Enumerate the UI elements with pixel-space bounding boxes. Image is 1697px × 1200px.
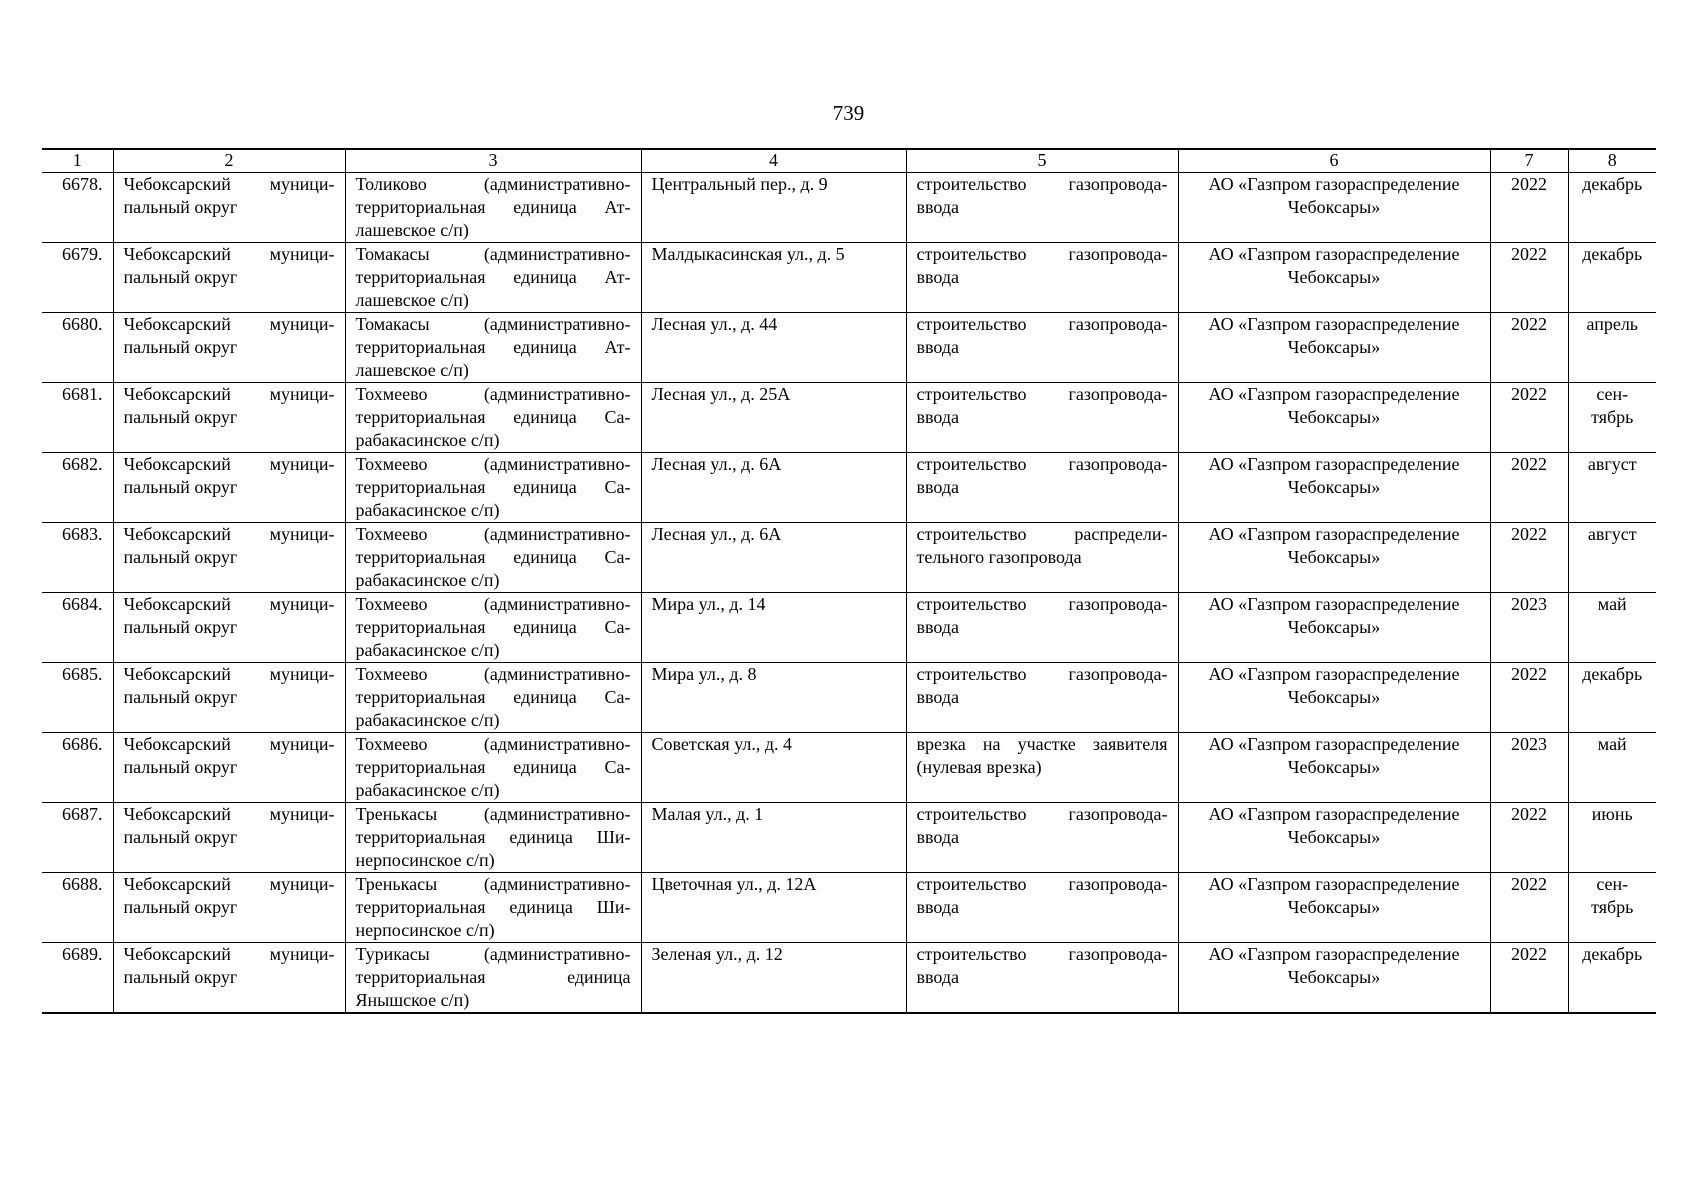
district-cell: Чебоксарский муници-пальный округ	[113, 873, 345, 943]
table-row	[42, 943, 1656, 1014]
organization-cell: АО «Газпром газораспределение Чебоксары»	[1178, 313, 1490, 383]
row-number: 6684.	[42, 593, 113, 663]
settlement-cell: Тренькасы (административно-территориальная единица Ши-нерпосинское с/п)	[345, 873, 641, 943]
table-row	[42, 593, 1656, 663]
address-cell: Лесная ул., д. 44	[641, 313, 906, 383]
page-number: 739	[832, 101, 865, 125]
table-row	[42, 733, 1656, 803]
address-cell: Центральный пер., д. 9	[641, 173, 906, 243]
settlement-cell: Тохмеево (административно-территориальная единица Са-рабакасинское с/п)	[345, 593, 641, 663]
settlement-cell: Толиково (административно-территориальная единица Ат-лашевское с/п)	[345, 173, 641, 243]
organization-cell: АО «Газпром газораспределение Чебоксары»	[1178, 243, 1490, 313]
row-number: 6683.	[42, 523, 113, 593]
work-type-cell: строительство газопровода-ввода	[906, 803, 1178, 873]
header-row	[42, 149, 1656, 173]
settlement-cell: Тохмеево (административно-территориальная единица Са-рабакасинское с/п)	[345, 383, 641, 453]
organization-cell: АО «Газпром газораспределение Чебоксары»	[1178, 803, 1490, 873]
column-header-1: 1	[42, 149, 113, 173]
row-number: 6679.	[42, 243, 113, 313]
work-type-cell: строительство газопровода-ввода	[906, 943, 1178, 1014]
column-header-8: 8	[1568, 149, 1656, 173]
year-cell: 2023	[1490, 593, 1568, 663]
work-type-cell: строительство газопровода-ввода	[906, 313, 1178, 383]
row-number: 6681.	[42, 383, 113, 453]
table-body	[42, 149, 1656, 1013]
table-row	[42, 383, 1656, 453]
month-cell: декабрь	[1568, 663, 1656, 733]
month-cell: май	[1568, 593, 1656, 663]
address-cell: Малая ул., д. 1	[641, 803, 906, 873]
district-cell: Чебоксарский муници-пальный округ	[113, 313, 345, 383]
work-type-cell: строительство газопровода-ввода	[906, 873, 1178, 943]
column-header-5: 5	[906, 149, 1178, 173]
settlement-cell: Турикасы (административно-территориальная единица Янышское с/п)	[345, 943, 641, 1014]
column-header-3: 3	[345, 149, 641, 173]
address-cell: Зеленая ул., д. 12	[641, 943, 906, 1014]
year-cell: 2022	[1490, 173, 1568, 243]
table-row	[42, 313, 1656, 383]
column-header-2: 2	[113, 149, 345, 173]
organization-cell: АО «Газпром газораспределение Чебоксары»	[1178, 943, 1490, 1014]
settlement-cell: Тохмеево (административно-территориальная единица Са-рабакасинское с/п)	[345, 453, 641, 523]
organization-cell: АО «Газпром газораспределение Чебоксары»	[1178, 593, 1490, 663]
settlement-cell: Тохмеево (административно-территориальная единица Са-рабакасинское с/п)	[345, 663, 641, 733]
settlement-cell: Томакасы (административно-территориальная единица Ат-лашевское с/п)	[345, 313, 641, 383]
table-row	[42, 453, 1656, 523]
row-number: 6678.	[42, 173, 113, 243]
organization-cell: АО «Газпром газораспределение Чебоксары»	[1178, 663, 1490, 733]
year-cell: 2022	[1490, 803, 1568, 873]
month-cell: июнь	[1568, 803, 1656, 873]
month-cell: декабрь	[1568, 943, 1656, 1014]
row-number: 6685.	[42, 663, 113, 733]
address-cell: Лесная ул., д. 25А	[641, 383, 906, 453]
address-cell: Лесная ул., д. 6А	[641, 523, 906, 593]
row-number: 6680.	[42, 313, 113, 383]
address-cell: Советская ул., д. 4	[641, 733, 906, 803]
gasification-table	[42, 148, 1656, 1014]
work-type-cell: строительство газопровода-ввода	[906, 663, 1178, 733]
address-cell: Мира ул., д. 8	[641, 663, 906, 733]
work-type-cell: строительство газопровода-ввода	[906, 593, 1178, 663]
organization-cell: АО «Газпром газораспределение Чебоксары»	[1178, 873, 1490, 943]
month-cell: декабрь	[1568, 173, 1656, 243]
year-cell: 2022	[1490, 523, 1568, 593]
year-cell: 2022	[1490, 943, 1568, 1014]
row-number: 6687.	[42, 803, 113, 873]
column-header-4: 4	[641, 149, 906, 173]
district-cell: Чебоксарский муници-пальный округ	[113, 383, 345, 453]
row-number: 6688.	[42, 873, 113, 943]
table-row	[42, 803, 1656, 873]
district-cell: Чебоксарский муници-пальный округ	[113, 173, 345, 243]
row-number: 6686.	[42, 733, 113, 803]
work-type-cell: строительство распредели-тельного газопровода	[906, 523, 1178, 593]
month-cell: май	[1568, 733, 1656, 803]
organization-cell: АО «Газпром газораспределение Чебоксары»	[1178, 733, 1490, 803]
row-number: 6682.	[42, 453, 113, 523]
year-cell: 2022	[1490, 663, 1568, 733]
month-cell: декабрь	[1568, 243, 1656, 313]
month-cell: сен-тябрь	[1568, 383, 1656, 453]
row-number: 6689.	[42, 943, 113, 1014]
work-type-cell: строительство газопровода-ввода	[906, 173, 1178, 243]
district-cell: Чебоксарский муници-пальный округ	[113, 593, 345, 663]
work-type-cell: строительство газопровода-ввода	[906, 453, 1178, 523]
address-cell: Цветочная ул., д. 12А	[641, 873, 906, 943]
address-cell: Лесная ул., д. 6А	[641, 453, 906, 523]
organization-cell: АО «Газпром газораспределение Чебоксары»	[1178, 173, 1490, 243]
district-cell: Чебоксарский муници-пальный округ	[113, 243, 345, 313]
work-type-cell: врезка на участке заявителя (нулевая врезка)	[906, 733, 1178, 803]
district-cell: Чебоксарский муници-пальный округ	[113, 453, 345, 523]
table-row	[42, 173, 1656, 243]
district-cell: Чебоксарский муници-пальный округ	[113, 803, 345, 873]
district-cell: Чебоксарский муници-пальный округ	[113, 943, 345, 1014]
column-header-6: 6	[1178, 149, 1490, 173]
settlement-cell: Тренькасы (административно-территориальная единица Ши-нерпосинское с/п)	[345, 803, 641, 873]
settlement-cell: Тохмеево (административно-территориальная единица Са-рабакасинское с/п)	[345, 523, 641, 593]
month-cell: август	[1568, 523, 1656, 593]
year-cell: 2022	[1490, 243, 1568, 313]
year-cell: 2022	[1490, 383, 1568, 453]
district-cell: Чебоксарский муници-пальный округ	[113, 733, 345, 803]
district-cell: Чебоксарский муници-пальный округ	[113, 663, 345, 733]
work-type-cell: строительство газопровода-ввода	[906, 243, 1178, 313]
year-cell: 2022	[1490, 313, 1568, 383]
month-cell: август	[1568, 453, 1656, 523]
column-header-7: 7	[1490, 149, 1568, 173]
address-cell: Малдыкасинская ул., д. 5	[641, 243, 906, 313]
organization-cell: АО «Газпром газораспределение Чебоксары»	[1178, 383, 1490, 453]
address-cell: Мира ул., д. 14	[641, 593, 906, 663]
organization-cell: АО «Газпром газораспределение Чебоксары»	[1178, 523, 1490, 593]
year-cell: 2022	[1490, 873, 1568, 943]
settlement-cell: Тохмеево (административно-территориальная единица Са-рабакасинское с/п)	[345, 733, 641, 803]
year-cell: 2023	[1490, 733, 1568, 803]
organization-cell: АО «Газпром газораспределение Чебоксары»	[1178, 453, 1490, 523]
table-row	[42, 243, 1656, 313]
year-cell: 2022	[1490, 453, 1568, 523]
table-row	[42, 663, 1656, 733]
district-cell: Чебоксарский муници-пальный округ	[113, 523, 345, 593]
month-cell: сен-тябрь	[1568, 873, 1656, 943]
work-type-cell: строительство газопровода-ввода	[906, 383, 1178, 453]
settlement-cell: Томакасы (административно-территориальная единица Ат-лашевское с/п)	[345, 243, 641, 313]
month-cell: апрель	[1568, 313, 1656, 383]
table-row	[42, 873, 1656, 943]
table-row	[42, 523, 1656, 593]
